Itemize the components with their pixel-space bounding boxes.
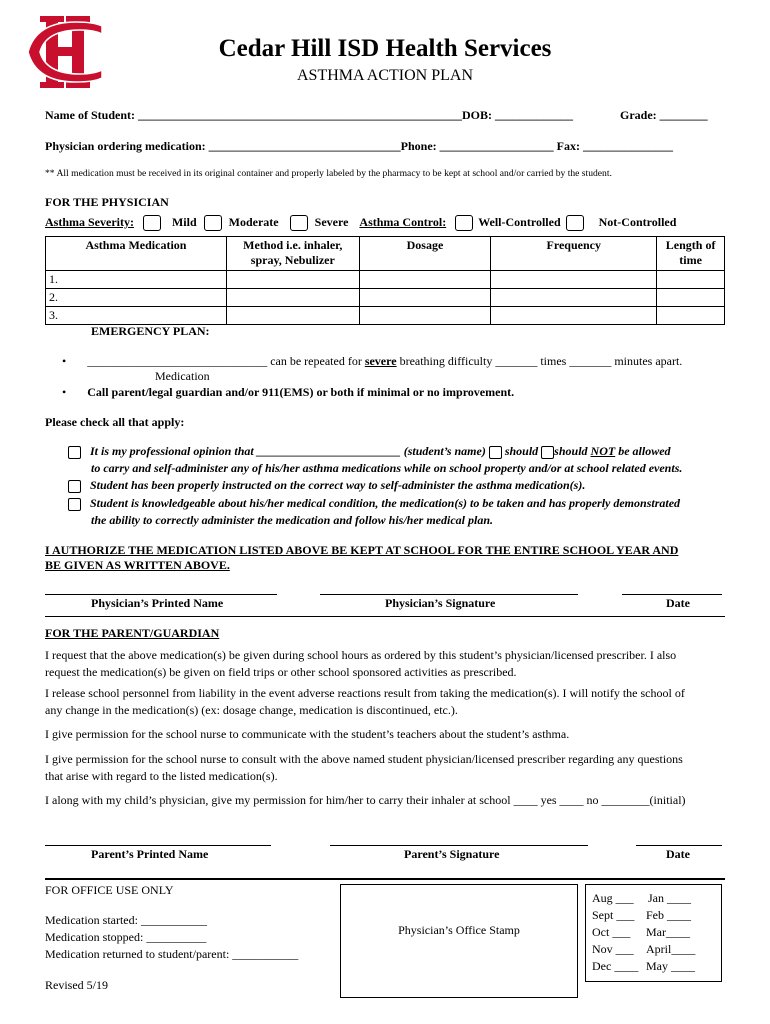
physician-date-line[interactable] — [622, 594, 722, 595]
check-item-1-line-2: to carry and self-administer any of his/her asthma medications while on school property and/or at school related events. — [91, 461, 683, 475]
parent-date-line[interactable] — [636, 845, 722, 846]
office-stamp-box[interactable] — [340, 884, 578, 998]
col-dosage: Dosage — [359, 237, 491, 271]
bullet: • — [62, 385, 67, 399]
control-well-checkbox[interactable] — [455, 215, 473, 231]
month-sept[interactable]: Sept ___ — [592, 908, 635, 922]
check-item-3-line-2: the ability to correctly administer the medication and follow his/her medical plan. — [91, 513, 493, 527]
check-item-2: Student has been properly instructed on the correct way to self-administer the asthma medication(s). — [68, 478, 585, 493]
parent-signature-line[interactable] — [330, 845, 588, 846]
severity-moderate-checkbox[interactable] — [204, 215, 222, 231]
physician-heading: FOR THE PHYSICIAN — [45, 195, 169, 209]
bullet: • — [62, 354, 67, 368]
emergency-line-2: • Call parent/legal guardian and/or 911(EMS) or both if minimal or no improvement. — [62, 385, 515, 399]
physician-printed-name-label: Physician’s Printed Name — [91, 596, 224, 610]
knowledgeable-checkbox[interactable] — [68, 498, 81, 511]
month-april[interactable]: April____ — [646, 942, 696, 956]
month-mar[interactable]: Mar____ — [646, 925, 690, 939]
emergency-line-1[interactable]: • ______________________________ can be repeated for severe breathing difficulty _______ times _______ minutes apart. — [62, 354, 683, 368]
parent-paragraph-4: I give permission for the school nurse to consult with the above named student physician/licensed prescriber regarding any questions that arise with regard to the listed medication(s). — [45, 752, 683, 783]
physician-signature-line[interactable] — [320, 594, 578, 595]
parent-paragraph-1: I request that the above medication(s) be given during school hours as ordered by this student’s physician/licensed prescriber. I also request the medication(s) be given on field trips or other school sponsored activities as prescribed. — [45, 648, 677, 679]
month-feb[interactable]: Feb ____ — [646, 908, 691, 922]
table-row[interactable] — [46, 289, 725, 307]
should-not-checkbox[interactable] — [541, 446, 554, 459]
page-subtitle: ASTHMA ACTION PLAN — [296, 67, 473, 84]
month-nov[interactable]: Nov ___ — [592, 942, 634, 956]
month-oct[interactable]: Oct ___ — [592, 925, 631, 939]
emergency-heading: EMERGENCY PLAN: — [91, 324, 210, 338]
severity-row — [45, 215, 735, 235]
check-item-3: Student is knowledgeable about his/her medical condition, the medication(s) to be taken and has properly demonstrated — [68, 496, 680, 511]
district-logo — [24, 16, 106, 88]
parent-paragraph-2: I release school personnel from liability in the event adverse reactions result from taking the medication(s). I will notify the school of any change in the medication(s) (ex: dosage change, medication is discontinued, etc.). — [45, 686, 685, 717]
opinion-checkbox[interactable] — [68, 446, 81, 459]
grade-field[interactable]: Grade: ________ — [620, 108, 708, 122]
col-length: Length of time — [657, 237, 725, 271]
medication-returned-field[interactable]: Medication returned to student/parent: ___________ — [45, 947, 299, 961]
section-divider — [45, 616, 725, 617]
col-method: Method i.e. inhaler, spray, Nebulizer — [226, 237, 359, 271]
office-heading: FOR OFFICE USE ONLY — [45, 883, 174, 897]
parent-heading: FOR THE PARENT/GUARDIAN — [45, 626, 220, 640]
office-stamp-label: Physician’s Office Stamp — [398, 923, 520, 937]
medication-started-field[interactable]: Medication started: ___________ — [45, 913, 207, 927]
page-title: Cedar Hill ISD Health Services — [218, 35, 552, 62]
authorize-line-2: BE GIVEN AS WRITTEN ABOVE. — [45, 558, 230, 572]
medication-table — [45, 236, 725, 325]
row-number: 1. — [46, 271, 227, 289]
month-dec[interactable]: Dec ____ — [592, 959, 639, 973]
should-checkbox[interactable] — [489, 446, 502, 459]
control-not-checkbox[interactable] — [566, 215, 584, 231]
severity-severe-label: Severe — [314, 215, 349, 229]
physician-signature-label: Physician’s Signature — [385, 596, 496, 610]
student-name-field[interactable]: Name of Student: ______________________________________________________DOB: _____________ — [45, 108, 573, 122]
control-not-label: Not-Controlled — [598, 215, 677, 229]
table-row[interactable] — [46, 271, 725, 289]
checks-heading: Please check all that apply: — [45, 415, 185, 429]
medication-note: ** All medication must be received in its original container and properly labeled by the pharmacy to be kept at school and/or carried by the student. — [45, 168, 612, 179]
physician-field[interactable]: Physician ordering medication: ________________________________Phone: ___________________ Fax: _______________ — [45, 139, 673, 153]
control-label: Asthma Control: — [359, 215, 447, 229]
month-may[interactable]: May ____ — [646, 959, 695, 973]
severity-mild-label: Mild — [171, 215, 197, 229]
medication-stopped-field[interactable]: Medication stopped: __________ — [45, 930, 207, 944]
col-medication: Asthma Medication — [46, 237, 227, 271]
month-aug[interactable]: Aug ___ — [592, 891, 634, 905]
authorize-line-1: I AUTHORIZE THE MEDICATION LISTED ABOVE BE KEPT AT SCHOOL FOR THE ENTIRE SCHOOL YEAR AND — [45, 543, 679, 557]
severity-severe-checkbox[interactable] — [290, 215, 308, 231]
physician-printed-name-line[interactable] — [45, 594, 277, 595]
parent-paragraph-5[interactable]: I along with my child’s physician, give my permission for him/her to carry their inhaler at school ____ yes ____ no ________(initial) — [45, 793, 686, 807]
row-number: 2. — [46, 289, 227, 307]
severity-label: Asthma Severity: — [45, 215, 134, 229]
ch-monogram-icon — [24, 16, 106, 88]
severity-moderate-label: Moderate — [228, 215, 279, 229]
office-divider — [45, 878, 725, 880]
parent-printed-name-line[interactable] — [45, 845, 271, 846]
physician-date-label: Date — [666, 596, 690, 610]
table-row[interactable] — [46, 307, 725, 325]
instructed-checkbox[interactable] — [68, 480, 81, 493]
revised-date: Revised 5/19 — [45, 978, 108, 992]
control-well-label: Well-Controlled — [478, 215, 561, 229]
check-item-1: It is my professional opinion that ________________________ (student’s name) should should NOT be allowed — [68, 444, 671, 459]
parent-printed-name-label: Parent’s Printed Name — [91, 847, 209, 861]
parent-signature-label: Parent’s Signature — [404, 847, 500, 861]
parent-paragraph-3: I give permission for the school nurse to communicate with the student’s teachers about the student’s asthma. — [45, 727, 570, 741]
parent-date-label: Date — [666, 847, 690, 861]
medication-caption: Medication — [155, 369, 210, 383]
month-grid — [585, 884, 722, 982]
row-number: 3. — [46, 307, 227, 325]
month-jan[interactable]: Jan ____ — [648, 891, 691, 905]
col-frequency: Frequency — [491, 237, 657, 271]
severity-mild-checkbox[interactable] — [143, 215, 161, 231]
